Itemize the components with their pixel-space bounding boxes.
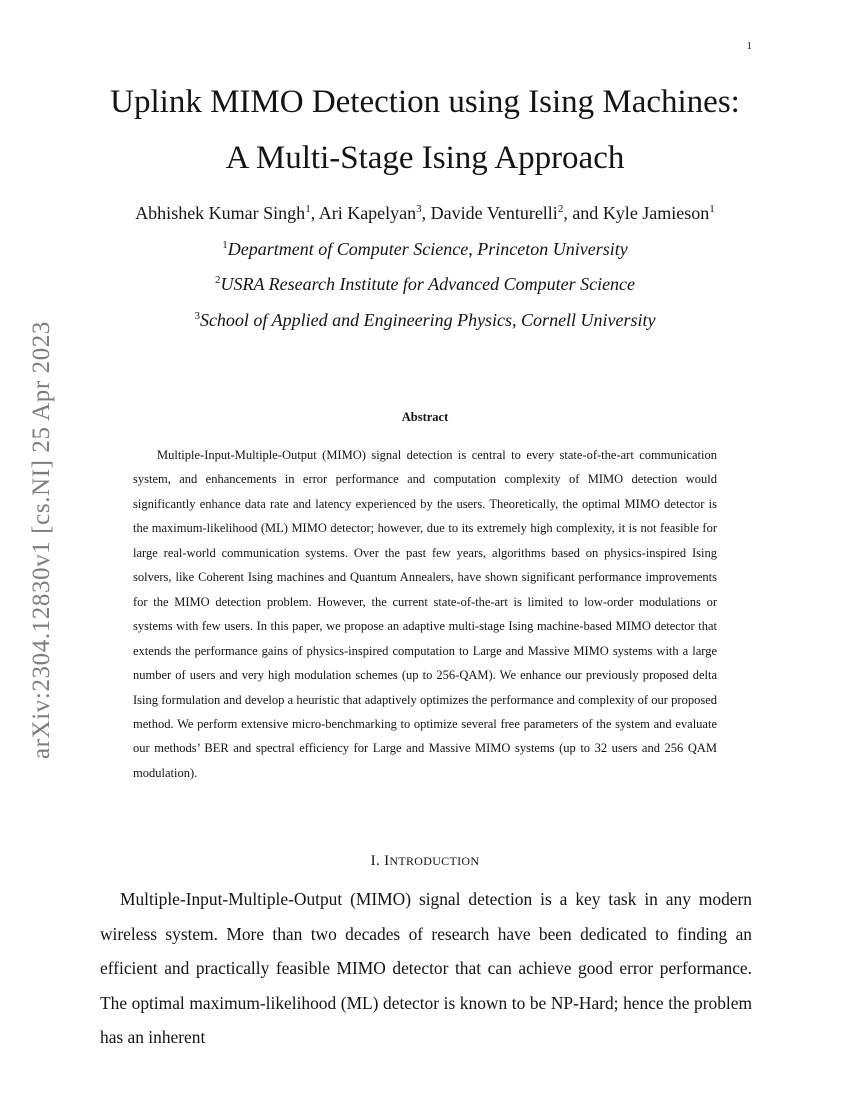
affiliation-marker: 1: [222, 239, 228, 251]
author-separator: , and: [563, 203, 603, 223]
author-affiliation-marker: 1: [709, 203, 715, 215]
paper-title: [70, 74, 780, 186]
author-separator: ,: [310, 203, 319, 223]
author-list: [70, 198, 780, 228]
title-line-1: Uplink MIMO Detection using Ising Machines:: [110, 84, 740, 120]
author-name: Abhishek Kumar Singh: [135, 203, 306, 223]
affiliation-text: School of Applied and Engineering Physics, Cornell University: [199, 310, 656, 330]
introduction-paragraph: Multiple-Input-Multiple-Output (MIMO) signal detection is a key task in any modern wireless system. More than two decades of research have been dedicated to finding an efficient and practically feasible MIMO detector that can achieve good error performance. The optimal maximum-likelihood (ML) detector is known to be NP-Hard; hence the problem has an inherent: [100, 889, 752, 1048]
author-affiliation-marker: 2: [557, 203, 564, 215]
author-name: Davide Venturelli: [430, 203, 558, 223]
affiliation-marker: 2: [214, 274, 221, 286]
affiliation-1: [70, 234, 780, 264]
abstract-heading: Abstract: [401, 410, 449, 424]
arxiv-identifier-stamp: arXiv:2304.12830v1 [cs.NI] 25 Apr 2023: [28, 320, 55, 760]
affiliation-text: Department of Computer Science, Princeton University: [227, 239, 628, 259]
section-number: I.: [370, 853, 381, 869]
section-title-smallcaps: NTRODUCTION: [389, 854, 480, 868]
affiliation-2: [70, 269, 780, 299]
affiliation-marker: 3: [194, 310, 200, 322]
affiliation-text: USRA Research Institute for Advanced Computer Science: [220, 274, 636, 294]
section-title-initial: I: [384, 853, 390, 869]
page-number: 1: [746, 40, 752, 52]
abstract-body: Multiple-Input-Multiple-Output (MIMO) signal detection is central to every state-of-the-art communication system, and enhancements in error performance and computation complexity of MIMO detection would significantly enhance data rate and latency experienced by the users. Theoretically, the optimal MIMO detector is the maximum-likelihood (ML) MIMO detector; however, due to its extremely high complexity, it is not feasible for large real-world communication systems. Over the past few years, algorithms based on physics-inspired Ising solvers, like Coherent Ising machines and Quantum Annealers, have shown significant performance improvements for the MIMO detection problem. However, the current state-of-the-art is limited to low-order modulations or systems with few users. In this paper, we propose an adaptive multi-stage Ising machine-based MIMO detector that extends the performance gains of physics-inspired computation to Large and Massive MIMO systems with a large number of users and very high modulation schemes (up to 256-QAM). We enhance our previously proposed delta Ising formulation and develop a heuristic that adaptively optimizes the performance and complexity of our proposed method. We perform extensive micro-benchmarking to optimize several free parameters of the system and evaluate our methods’ BER and spectral efficiency for Large and Massive MIMO systems (up to 32 users and 256 QAM modulation).: [133, 448, 717, 780]
section-heading-introduction: [0, 853, 850, 870]
title-line-2: A Multi-Stage Ising Approach: [225, 140, 625, 176]
author-name: Kyle Jamieson: [602, 203, 710, 223]
affiliation-3: [70, 305, 780, 335]
author-affiliation-marker: 1: [305, 203, 311, 215]
author-separator: ,: [421, 203, 431, 223]
author-affiliation-marker: 3: [416, 203, 422, 215]
author-name: Ari Kapelyan: [318, 203, 417, 223]
